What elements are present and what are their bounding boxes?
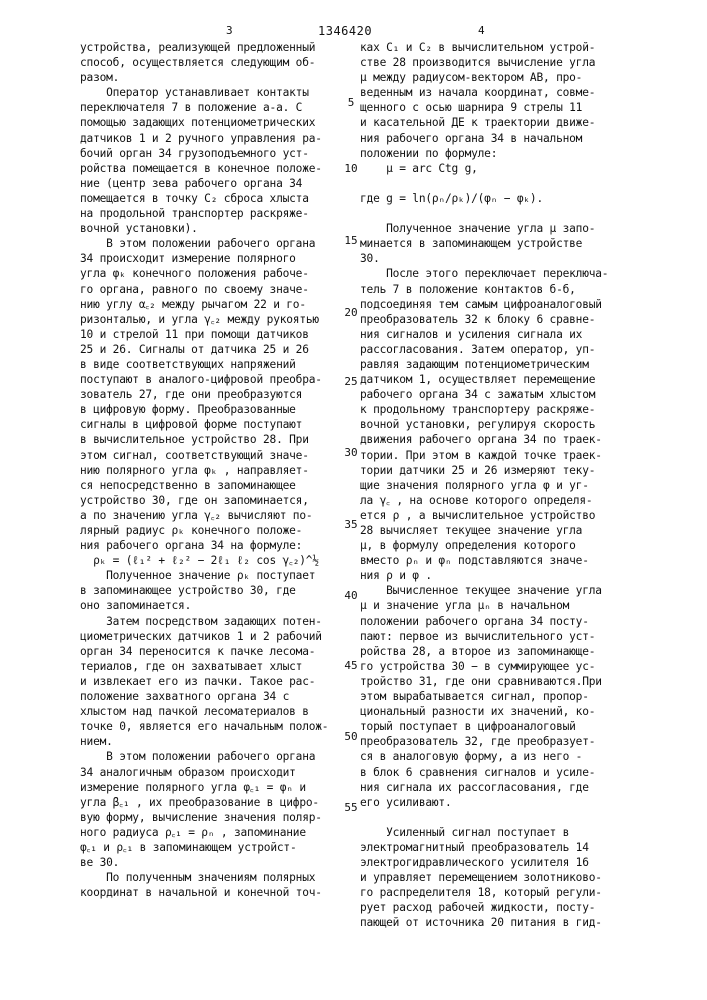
text-line: ла γ꜀ , на основе которого определя-: [360, 493, 630, 508]
text-line: рабочего органа 34 с зажатым хлыстом: [360, 387, 630, 402]
text-line: го распределителя 18, который регули-: [360, 885, 630, 900]
text-line: щие значения полярного угла φ и уг-: [360, 478, 630, 493]
text-line: в цифровую форму. Преобразованные: [80, 402, 342, 417]
line-number-marker: 15: [340, 234, 362, 247]
text-line: ется ρ , а вычислительное устройство: [360, 508, 630, 523]
line-number-gutter: [340, 0, 362, 1000]
text-line: ся в аналоговую форму, а из него -: [360, 749, 630, 764]
line-number-marker: 50: [340, 730, 362, 743]
text-line: лярный радиус ρₖ конечного положе-: [80, 523, 342, 538]
text-line: этом сигнал, соответствующий значе-: [80, 448, 342, 463]
text-line: помощью задающих потенциометрических: [80, 115, 342, 130]
text-line: ройства 28, а второе из запоминающе-: [360, 644, 630, 659]
text-line: торый поступает в цифроаналоговый: [360, 719, 630, 734]
text-line: в виде соответствующих напряжений: [80, 357, 342, 372]
text-line: хлыстом над пачкой лесоматериалов в: [80, 704, 342, 719]
right-text-column: [360, 40, 630, 931]
text-line: μ между радиусом-вектором АВ, про-: [360, 70, 630, 85]
text-line: угла φₖ конечного положения рабоче-: [80, 266, 342, 281]
text-line: 34 аналогичным образом происходит: [80, 765, 342, 780]
text-line: Оператор устанавливает контакты: [80, 85, 342, 100]
text-line: тории датчики 25 и 26 измеряют теку-: [360, 463, 630, 478]
text-line: ся непосредственно в запоминающее: [80, 478, 342, 493]
line-number-marker: 25: [340, 375, 362, 388]
patent-page: [0, 0, 707, 1000]
text-line: минается в запоминающем устройстве: [360, 236, 630, 251]
text-line: этом вырабатывается сигнал, пропор-: [360, 689, 630, 704]
text-line: измерение полярного угла φ꜀₁ = φₙ и: [80, 780, 342, 795]
text-line: орган 34 переносится к пачке лесома-: [80, 644, 342, 659]
text-line: [360, 810, 630, 825]
line-number-marker: 45: [340, 659, 362, 672]
text-line: пают: первое из вычислительного уст-: [360, 629, 630, 644]
left-page-number: 3: [226, 24, 233, 37]
text-line: тории. При этом в каждой точке траек-: [360, 448, 630, 463]
line-number-marker: 55: [340, 801, 362, 814]
text-line: ния ρ и φ .: [360, 568, 630, 583]
text-line: подсоединяя тем самым цифроаналоговый: [360, 297, 630, 312]
text-line: на продольной транспортер раскряже-: [80, 206, 342, 221]
text-line: ния сигналов и усиления сигнала их: [360, 327, 630, 342]
line-number-marker: 30: [340, 446, 362, 459]
right-page-number: 4: [478, 24, 485, 37]
text-line: Вычисленное текущее значение угла: [360, 583, 630, 598]
text-line: 25 и 26. Сигналы от датчика 25 и 26: [80, 342, 342, 357]
text-line: После этого переключает переключа-: [360, 266, 630, 281]
text-line: щенного с осью шарнира 9 стрелы 11: [360, 100, 630, 115]
text-line: поступают в аналого-цифровой преобра-: [80, 372, 342, 387]
text-line: ройства помещается в конечное положе-: [80, 161, 342, 176]
text-line: ках C₁ и C₂ в вычислительном устрой-: [360, 40, 630, 55]
text-line: переключателя 7 в положение а-а. С: [80, 100, 342, 115]
text-line: пающей от источника 20 питания в гид-: [360, 915, 630, 930]
text-line: териалов, где он захватывает хлыст: [80, 659, 342, 674]
text-line: рует расход рабочей жидкости, посту-: [360, 900, 630, 915]
text-line: преобразователь 32, где преобразует-: [360, 734, 630, 749]
text-line: ве 30.: [80, 855, 342, 870]
text-line: веденным из начала координат, совме-: [360, 85, 630, 100]
text-line: тройство 31, где они сравниваются.При: [360, 674, 630, 689]
text-line: [360, 206, 630, 221]
text-line: μ и значение угла μₙ в начальном: [360, 598, 630, 613]
text-line: и извлекает его из пачки. Такое рас-: [80, 674, 342, 689]
text-line: 34 происходит измерение полярного: [80, 251, 342, 266]
text-line: к продольному транспортеру раскряже-: [360, 402, 630, 417]
document-number: 1346420: [318, 24, 372, 38]
text-line: В этом положении рабочего органа: [80, 749, 342, 764]
text-line: точке 0, является его начальным полож-: [80, 719, 342, 734]
text-line: ния сигнала их рассогласования, где: [360, 780, 630, 795]
text-line: в блок 6 сравнения сигналов и усиле-: [360, 765, 630, 780]
text-line: и управляет перемещением золотниково-: [360, 870, 630, 885]
text-line: μ = arc Ctg g,: [360, 161, 630, 176]
text-line: положении по формуле:: [360, 146, 630, 161]
text-line: 30.: [360, 251, 630, 266]
text-line: оно запоминается.: [80, 598, 342, 613]
text-line: ния рабочего органа 34 на формуле:: [80, 538, 342, 553]
text-line: его усиливают.: [360, 795, 630, 810]
text-line: способ, осуществляется следующим об-: [80, 55, 342, 70]
text-line: Усиленный сигнал поступает в: [360, 825, 630, 840]
text-line: электрогидравлического усилителя 16: [360, 855, 630, 870]
text-line: циометрических датчиков 1 и 2 рабочий: [80, 629, 342, 644]
text-line: 28 вычисляет текущее значение угла: [360, 523, 630, 538]
text-line: сигналы в цифровой форме поступают: [80, 417, 342, 432]
text-line: устройство 30, где он запоминается,: [80, 493, 342, 508]
text-line: 10 и стрелой 11 при помощи датчиков: [80, 327, 342, 342]
text-line: По полученным значениям полярных: [80, 870, 342, 885]
text-line: угла β꜀₁ , их преобразование в цифро-: [80, 795, 342, 810]
text-line: тель 7 в положение контактов б-б,: [360, 282, 630, 297]
text-line: вочной установки, регулируя скорость: [360, 417, 630, 432]
text-line: где g = ln(ρₙ/ρₖ)/(φₙ − φₖ).: [360, 191, 630, 206]
text-line: разом.: [80, 70, 342, 85]
text-line: помещается в точку C₂ сброса хлыста: [80, 191, 342, 206]
text-line: рассогласования. Затем оператор, уп-: [360, 342, 630, 357]
text-line: и касательной ДЕ к траектории движе-: [360, 115, 630, 130]
text-line: преобразователь 32 к блоку 6 сравне-: [360, 312, 630, 327]
text-line: а по значению угла γ꜀₂ вычисляют по-: [80, 508, 342, 523]
text-line: ного радиуса ρ꜀₁ = ρₙ , запоминание: [80, 825, 342, 840]
text-line: устройства, реализующей предложенный: [80, 40, 342, 55]
text-line: зователь 27, где они преобразуются: [80, 387, 342, 402]
text-line: φ꜀₁ и ρ꜀₁ в запоминающем устройст-: [80, 840, 342, 855]
text-line: [360, 176, 630, 191]
text-line: Полученное значение угла μ запо-: [360, 221, 630, 236]
text-line: движения рабочего органа 34 по траек-: [360, 432, 630, 447]
text-line: датчиком 1, осуществляет перемещение: [360, 372, 630, 387]
text-line: циональный разности их значений, ко-: [360, 704, 630, 719]
text-line: В этом положении рабочего органа: [80, 236, 342, 251]
text-line: стве 28 производится вычисление угла: [360, 55, 630, 70]
text-line: го органа, равного по своему значе-: [80, 282, 342, 297]
line-number-marker: 20: [340, 306, 362, 319]
text-line: вместо ρₙ и φₙ подставляются значе-: [360, 553, 630, 568]
text-line: в вычислительное устройство 28. При: [80, 432, 342, 447]
text-line: ризонталью, и угла γ꜀₂ между рукоятью: [80, 312, 342, 327]
text-line: положении рабочего органа 34 посту-: [360, 614, 630, 629]
line-number-marker: 40: [340, 589, 362, 602]
text-line: электромагнитный преобразователь 14: [360, 840, 630, 855]
text-line: вую форму, вычисление значения поляр-: [80, 810, 342, 825]
text-line: ние (центр зева рабочего органа 34: [80, 176, 342, 191]
text-line: ния рабочего органа 34 в начальном: [360, 131, 630, 146]
line-number-marker: 35: [340, 518, 362, 531]
line-number-marker: 5: [340, 96, 362, 109]
left-text-column: [80, 40, 342, 900]
text-line: Полученное значение ρₖ поступает: [80, 568, 342, 583]
text-line: Затем посредством задающих потен-: [80, 614, 342, 629]
text-line: нию углу α꜀₂ между рычагом 22 и го-: [80, 297, 342, 312]
text-line: ρₖ = (ℓ₁² + ℓ₂² − 2ℓ₁ ℓ₂ cos γ꜀₂)^½: [80, 553, 342, 568]
text-line: положение захватного органа 34 с: [80, 689, 342, 704]
line-number-marker: 10: [340, 162, 362, 175]
text-line: бочий орган 34 грузоподъемного уст-: [80, 146, 342, 161]
text-line: координат в начальной и конечной точ-: [80, 885, 342, 900]
text-line: в запоминающее устройство 30, где: [80, 583, 342, 598]
text-line: датчиков 1 и 2 ручного управления ра-: [80, 131, 342, 146]
text-line: μ, в формулу определения которого: [360, 538, 630, 553]
text-line: нию полярного угла φₖ , направляет-: [80, 463, 342, 478]
text-line: вочной установки).: [80, 221, 342, 236]
text-line: нием.: [80, 734, 342, 749]
text-line: го устройства 30 − в суммирующее ус-: [360, 659, 630, 674]
text-line: равляя задающим потенциометрическим: [360, 357, 630, 372]
